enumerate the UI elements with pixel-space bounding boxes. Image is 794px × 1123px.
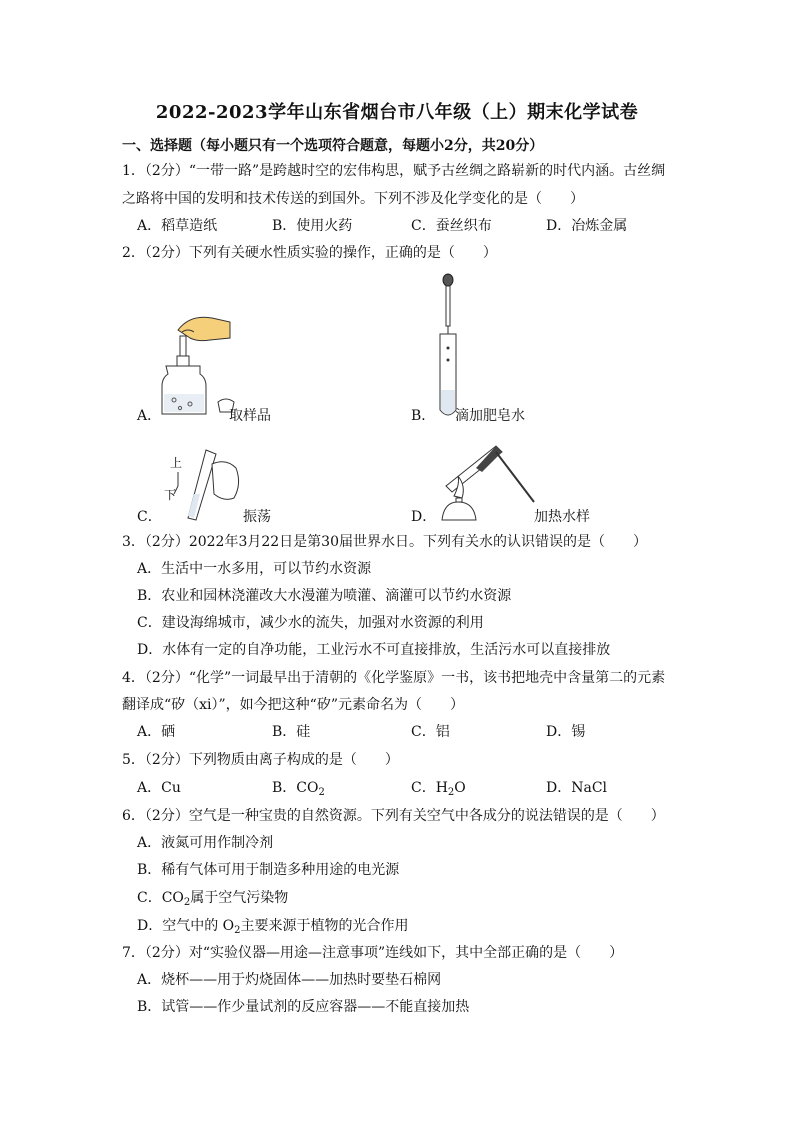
q5-option-a: A．Cu [137, 780, 181, 796]
q3-option-d: D．水体有一定的自净功能，工业污水不可直接排放，生活污水可以直接排放 [137, 642, 611, 658]
q7-option-b: B．试管——作少量试剂的反应容器——不能直接加热 [137, 999, 470, 1015]
q2-option-a-figure [160, 308, 240, 420]
q6-stem: 6．（2分）空气是一种宝贵的自然资源。下列有关空气中各成分的说法错误的是（ ） [122, 808, 665, 824]
q4-option-d: D．锡 [546, 724, 586, 740]
q1-option-b: B．使用火药 [272, 218, 353, 234]
q3-stem: 3．（2分）2022年3月22日是第30届世界水日。下列有关水的认识错误的是（ ） [122, 534, 647, 550]
q2-down-label: 下 [164, 488, 177, 502]
q7-stem: 7．（2分）对“实验仪器—用途—注意事项”连线如下，其中全部正确的是（ ） [122, 945, 624, 961]
q4-option-b: B．硅 [272, 724, 311, 740]
q6-option-d-pre: D．空气中的 O [137, 918, 235, 934]
q3-option-c: C．建设海绵城市，减少水的流失，加强对水资源的利用 [137, 615, 484, 631]
q4-options [0, 722, 794, 742]
q2-option-c-caption: 振荡 [243, 509, 271, 525]
q4-option-a: A．硒 [137, 724, 176, 740]
q1-options [0, 216, 794, 236]
q4-stem-line2: 翻译成“矽（xi）”，如今把这种“矽”元素命名为（ ） [122, 697, 465, 713]
q5-option-b-sub: 2 [318, 787, 325, 798]
page-title: 2022-2023学年山东省烟台市八年级（上）期末化学试卷 [155, 102, 639, 123]
q5-option-d: D．NaCl [546, 780, 608, 796]
q5-option-b-text: B．CO [272, 780, 319, 796]
q6-option-c-sub: 2 [183, 897, 191, 908]
q3-option-b: B．农业和园林浇灌改大水漫灌为喷灌、滴灌可以节约水资源 [137, 588, 512, 604]
q7-option-a: A．烧杯——用于灼烧固体——加热时要垫石棉网 [137, 972, 442, 988]
q6-option-a: A．液氮可用作制冷剂 [137, 835, 274, 851]
q1-option-c: C．蚕丝织布 [411, 218, 492, 234]
q6-option-d-post: 主要来源于植物的光合作用 [240, 918, 409, 934]
q4-option-c: C．铝 [411, 724, 450, 740]
q2-option-c-letter: C． [137, 509, 162, 525]
q2-option-b-letter: B． [411, 408, 436, 424]
q1-stem-line1: 1．（2分）“一带一路”是跨越时空的宏伟构思，赋予古丝绸之路崭新的时代内涵。古丝绸 [122, 163, 666, 179]
section-heading: 一、选择题（每小题只有一个选项符合题意，每题小2分，共20分） [122, 138, 544, 154]
q1-option-a: A．稻草造纸 [137, 218, 218, 234]
q6-option-d-sub: 2 [234, 925, 241, 936]
q2-up-label: 上 [170, 456, 183, 470]
q5-option-b [272, 778, 325, 803]
q2-option-d-caption: 加热水样 [534, 509, 590, 525]
q6-option-d [137, 916, 409, 941]
q5-option-c-text: C．H [411, 780, 448, 796]
q2-option-a-caption: 取样品 [229, 408, 271, 424]
q6-option-c-pre: C．CO [137, 890, 184, 906]
q2-option-a-letter: A． [137, 408, 162, 424]
q5-stem: 5．（2分）下列物质由离子构成的是（ ） [122, 752, 399, 768]
q1-option-d: D．冶炼金属 [546, 218, 628, 234]
q1-stem-line2: 之路将中国的发明和技术传送的到国外。下列不涉及化学变化的是（ ） [122, 191, 584, 207]
q2-option-b-caption: 滴加肥皂水 [455, 408, 525, 424]
q2-stem: 2．（2分）下列有关硬水性质实验的操作，正确的是（ ） [122, 245, 497, 261]
q3-option-a: A．生活中一水多用，可以节约水资源 [137, 561, 372, 577]
q2-option-d-figure [436, 440, 536, 522]
q5-options [0, 778, 794, 798]
q6-option-c [137, 888, 288, 913]
q6-option-b: B．稀有气体可用于制造多种用途的电光源 [137, 862, 400, 878]
q5-option-c-tail: O [454, 780, 466, 796]
q2-option-d-letter: D． [411, 509, 437, 525]
q5-option-c [411, 778, 466, 803]
q2-option-b-figure [432, 272, 462, 422]
q5-option-c-sub: 2 [447, 787, 455, 798]
q4-stem-line1: 4．（2分）“化学”一词最早出于清朝的《化学鉴原》一书，该书把地壳中含量第二的元素 [122, 670, 666, 686]
q6-option-c-post: 属于空气污染物 [190, 890, 289, 906]
